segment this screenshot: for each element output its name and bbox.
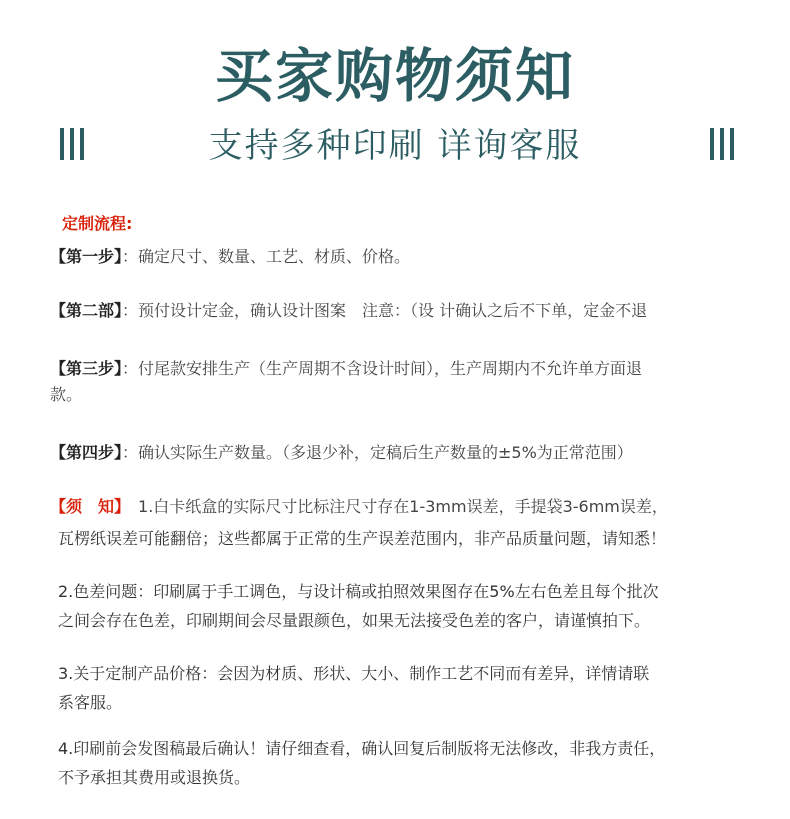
step-3-tag: 【第三步】 (50, 359, 123, 378)
step-4-text: ：确认实际生产数量。（多退少补，定稿后生产数量的±5%为正常范围） (122, 443, 633, 462)
step-4-tag: 【第四步】 (50, 443, 123, 462)
step-1-text: ：确定尺寸、数量、工艺、材质、价格。 (122, 247, 411, 266)
step-1 (50, 244, 750, 270)
notice-item-3 (58, 659, 758, 717)
notice-item-3-line2: 系客服。 (58, 693, 123, 712)
notice-tag: 【须 知】 (50, 497, 131, 516)
step-1-tag: 【第一步】 (50, 247, 123, 266)
page-subtitle: 支持多种印刷 详询客服 (208, 126, 582, 166)
bar-decoration (730, 128, 734, 160)
notice-item-1 (50, 494, 750, 520)
step-3-text: ：付尾款安排生产（生产周期不含设计时间），生产周期内不允许单方面退 (122, 359, 643, 378)
notice-item-2 (58, 577, 758, 635)
notice-item-3-line1: 3.关于定制产品价格：会因为材质、形状、大小、制作工艺不同而有差异，详情请联 (58, 664, 650, 683)
step-4 (50, 440, 750, 466)
notice-item-2-line1: 2.色差问题：印刷属于手工调色，与设计稿或拍照效果图存在5%左右色差且每个批次 (58, 582, 659, 601)
process-label: 定制流程: (62, 214, 133, 233)
notice-item-1-continued (58, 524, 758, 553)
notice-item-4-line1: 4.印刷前会发图稿最后确认！请仔细查看，确认回复后制版将无法修改，非我方责任， (58, 739, 666, 758)
page-title: 买家购物须知 (214, 42, 575, 110)
step-2-text: ：预付设计定金，确认设计图案 注意：（设 计确认之后不下单，定金不退 (122, 301, 648, 320)
step-2-tag: 【第二部】 (50, 301, 123, 320)
step-2 (50, 298, 750, 324)
step-3-text-continued: 款。 (50, 385, 83, 404)
notice-item-4 (58, 734, 758, 792)
bar-decoration (710, 128, 714, 160)
notice-item-4-line2: 不予承担其费用或退换货。 (58, 768, 251, 787)
notice-item-1-line1: 1.白卡纸盒的实际尺寸比标注尺寸存在1-3mm误差，手提袋3-6mm误差， (138, 497, 668, 516)
step-3 (50, 356, 750, 408)
right-bars-decoration (710, 128, 734, 160)
notice-item-2-line2: 之间会存在色差，印刷期间会尽量跟颜色，如果无法接受色差的客户，请谨慎拍下。 (58, 611, 651, 630)
bar-decoration (720, 128, 724, 160)
notice-item-1-line2: 瓦楞纸误差可能翻倍；这些都属于正常的生产误差范围内，非产品质量问题，请知悉！ (58, 529, 667, 548)
